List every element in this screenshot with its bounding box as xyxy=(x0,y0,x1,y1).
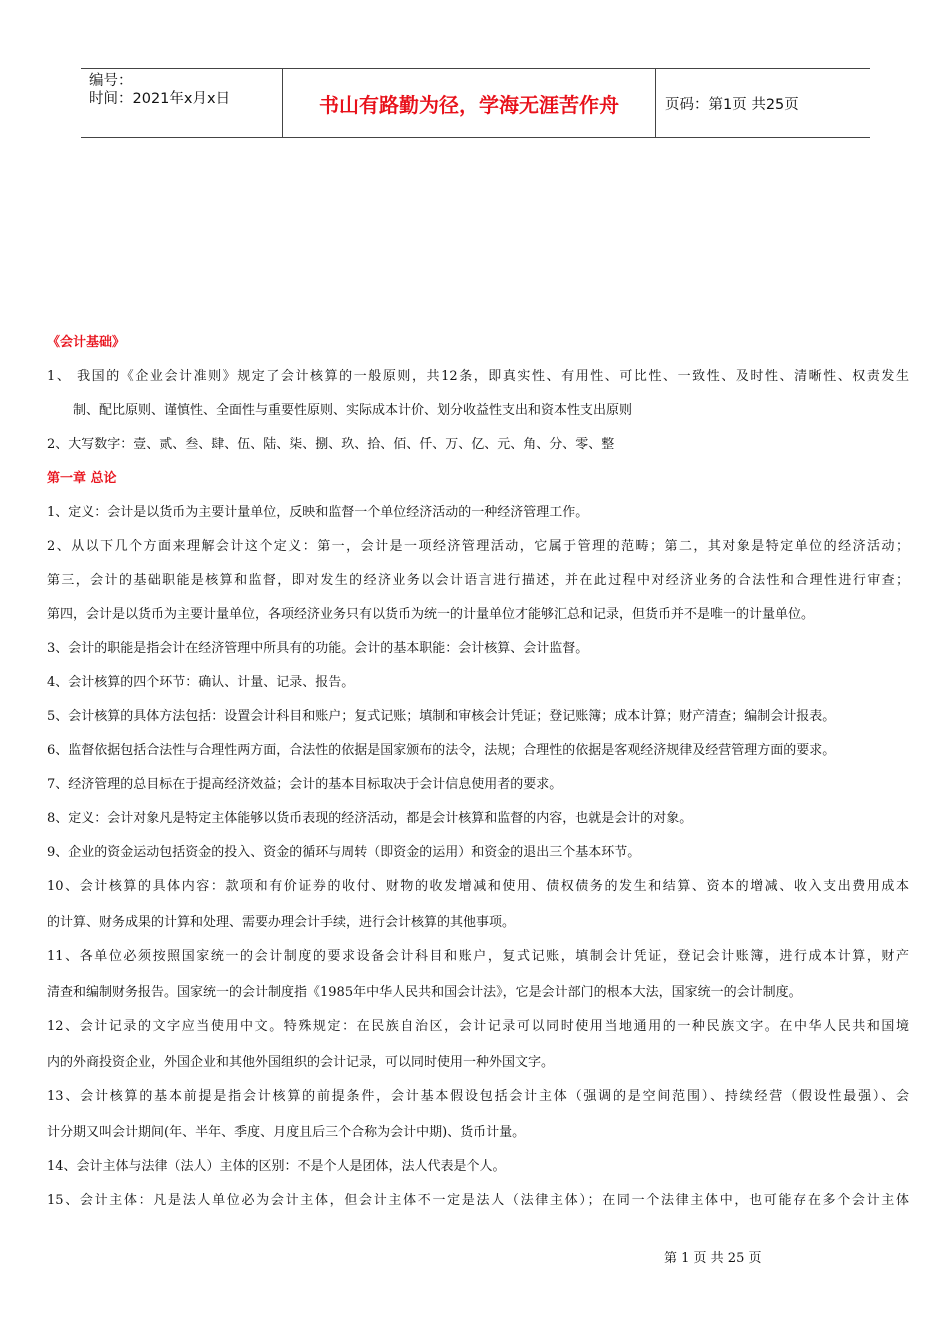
paragraph-line: 的计算、财务成果的计算和处理、需要办理会计手续，进行会计核算的其他事项。 xyxy=(47,915,516,930)
header-page-info: 页码：第1页 共25页 xyxy=(665,96,799,113)
intro-item-2: 2、大写数字：壹、贰、叁、肆、伍、陆、柒、捌、玖、拾、佰、仟、万、亿、元、角、分、零、整 xyxy=(47,437,615,452)
paragraph-line: 15、会计主体：凡是法人单位必为会计主体，但会计主体不一定是法人（法律主体）；在同一个法律主体中，也可能存在多个会计主体 xyxy=(47,1193,909,1208)
paragraph-line: 14、会计主体与法律（法人）主体的区别：不是个人是团体，法人代表是个人。 xyxy=(47,1159,506,1174)
paragraph-line: 内的外商投资企业，外国企业和其他外国组织的会计记录，可以同时使用一种外国文字。 xyxy=(47,1055,555,1070)
paragraph-line: 计分期又叫会计期间(年、半年、季度、月度且后三个合称为会计中期)、货币计量。 xyxy=(47,1125,526,1140)
paragraph-line: 7、经济管理的总目标在于提高经济效益；会计的基本目标取决于会计信息使用者的要求。 xyxy=(47,777,563,792)
page-header xyxy=(81,68,870,138)
paragraph-line: 2、从以下几个方面来理解会计这个定义：第一，会计是一项经济管理活动，它属于管理的范畴；第二，其对象是特定单位的经济活动； xyxy=(47,539,909,554)
document-number-label: 编号： xyxy=(89,73,133,89)
header-left-cell xyxy=(81,69,282,137)
paragraph-line: 6、监督依据包括合法性与合理性两方面，合法性的依据是国家颁布的法令，法规；合理性的依据是客观经济规律及经营管理方面的要求。 xyxy=(47,743,836,758)
paragraph-line: 第四，会计是以货币为主要计量单位，各项经济业务只有以货币为统一的计量单位才能够汇总和记录，但货币并不是唯一的计量单位。 xyxy=(47,607,815,622)
paragraph-line: 第三，会计的基础职能是核算和监督，即对发生的经济业务以会计语言进行描述，并在此过程中对经济业务的合法性和合理性进行审查； xyxy=(47,573,909,588)
document-time-label: 时间：2021年x月x日 xyxy=(89,91,231,107)
document-title: 《会计基础》 xyxy=(47,335,126,350)
paragraph-line: 1、定义：会计是以货币为主要计量单位，反映和监督一个单位经济活动的一种经济管理工作。 xyxy=(47,505,589,520)
header-motto: 书山有路勤为径，学海无涯苦作舟 xyxy=(282,69,656,137)
paragraph-line: 3、会计的职能是指会计在经济管理中所具有的功能。会计的基本职能：会计核算、会计监督。 xyxy=(47,641,589,656)
paragraph-line: 13、会计核算的基本前提是指会计核算的前提条件，会计基本假设包括会计主体（强调的是空间范围）、持续经营（假设性最强）、会 xyxy=(47,1089,909,1104)
paragraph-line: 10、会计核算的具体内容：款项和有价证券的收付、财物的收发增减和使用、债权债务的发生和结算、资本的增减、收入支出费用成本 xyxy=(47,879,909,894)
document-body xyxy=(47,330,909,1222)
paragraph-line: 12、会计记录的文字应当使用中文。特殊规定：在民族自治区，会计记录可以同时使用当地通用的一种民族文字。在中华人民共和国境 xyxy=(47,1019,909,1034)
paragraph-line: 5、会计核算的具体方法包括：设置会计科目和账户；复式记账；填制和审核会计凭证；登记账簿；成本计算；财产清查；编制会计报表。 xyxy=(47,709,836,724)
paragraph-line: 4、会计核算的四个环节：确认、计量、记录、报告。 xyxy=(47,675,355,690)
paragraph-line: 8、定义：会计对象凡是特定主体能够以货币表现的经济活动，都是会计核算和监督的内容，也就是会计的对象。 xyxy=(47,811,693,826)
paragraph-line: 清查和编制财务报告。国家统一的会计制度指《1985年中华人民共和国会计法》，它是会计部门的根本大法，国家统一的会计制度。 xyxy=(47,985,802,1000)
page-footer: 第 1 页 共 25 页 xyxy=(664,1251,762,1266)
paragraph-line: 9、企业的资金运动包括资金的投入、资金的循环与周转（即资金的运用）和资金的退出三个基本环节。 xyxy=(47,845,641,860)
intro-item-1: 1、 我国的《企业会计准则》规定了会计核算的一般原则，共12条，即真实性、有用性、可比性、一致性、及时性、清晰性、权责发生 xyxy=(47,369,909,384)
intro-item-1-continued: 制、配比原则、谨慎性、全面性与重要性原则、实际成本计价、划分收益性支出和资本性支出原则 xyxy=(73,403,633,418)
chapter-heading: 第一章 总论 xyxy=(47,471,117,486)
paragraph-line: 11、各单位必须按照国家统一的会计制度的要求设备会计科目和账户，复式记账，填制会计凭证，登记会计账簿，进行成本计算，财产 xyxy=(47,949,909,964)
